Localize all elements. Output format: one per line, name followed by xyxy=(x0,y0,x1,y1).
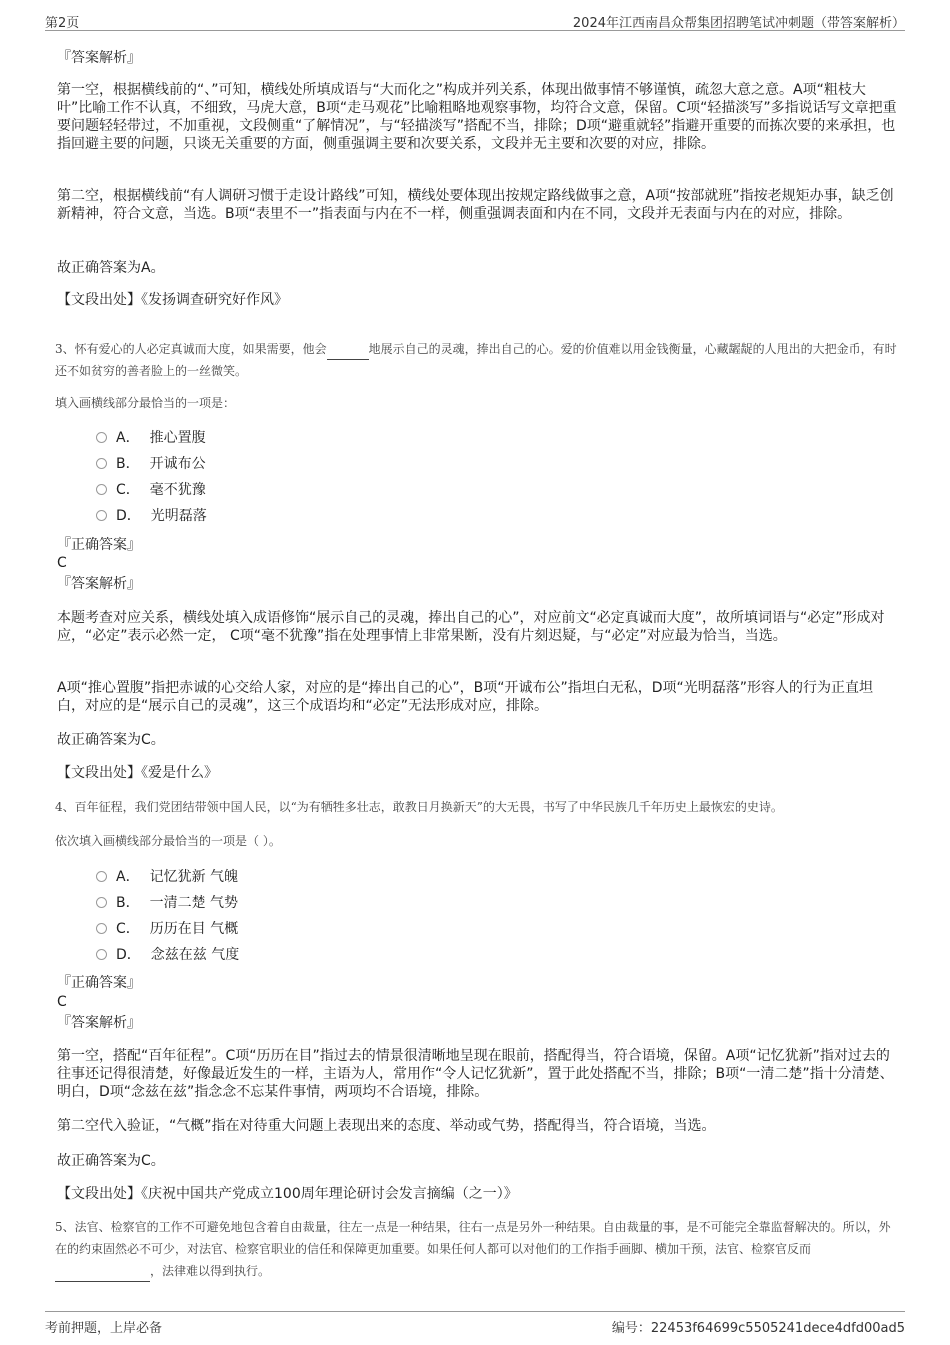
source-citation: 【文段出处】《爱是什么》 xyxy=(57,765,218,781)
question-prompt: 依次填入画横线部分最恰当的一项是（ ）。 xyxy=(55,834,281,848)
question-text: 5、法官、检察官的工作不可避免地包含着自由裁量，往左一点是一种结果，往右一点是另外一种结果。自由裁量的事，是不可能完全靠监督解决的。所以，外在的约束固然必不可少，对法官、检察官职业的信任和保障更加重要。如果任何人都可以对他们的工作指手画脚、横加干预，法官、检察官反而，法律难以得到执行。 xyxy=(55,1216,900,1282)
footer-slogan: 考前押题，上岸必备 xyxy=(45,1321,163,1336)
option-a[interactable]: A． 记忆犹新 气魄 xyxy=(96,867,238,887)
analysis-title: 『答案解析』 xyxy=(57,576,141,592)
analysis-paragraph: 第二空，根据横线前“有人调研习惯于走设计路线”可知，横线处要体现出按规定路线做事之意，A项“按部就班”指按老规矩办事，缺乏创新精神，符合文意，当选。B项“表里不一”指表面与内在不一样，侧重强调表面和内在不同，文段并无表面与内在的对应，排除。 xyxy=(57,188,894,222)
source-citation: 【文段出处】《发扬调查研究好作风》 xyxy=(57,292,288,308)
analysis-paragraph: A项“推心置腹”指把赤诚的心交给人家，对应的是“捧出自己的心”，B项“开诚布公”指坦白无私，D项“光明磊落”形容人的行为正直坦白，对应的是“展示自己的灵魂”，这三个成语均和“必定”无法形成对应，排除。 xyxy=(57,680,873,714)
analysis-title: 『答案解析』 xyxy=(57,1015,141,1031)
analysis-paragraph: 第一空，搭配“百年征程”。C项“历历在目”指过去的情景很清晰地呈现在眼前，搭配得当，符合语境，保留。A项“记忆犹新”指对过去的往事还记得很清楚，好像最近发生的一样，主语为人，常用作“令人记忆犹新”，置于此处搭配不当，排除；B项“一清二楚”指十分清楚、明白，D项“念兹在兹”指念念不忘某件事情，两项均不合语境，排除。 xyxy=(57,1048,894,1100)
answer-statement: 故正确答案为C。 xyxy=(57,732,165,748)
option-d[interactable]: D． 光明磊落 xyxy=(96,506,207,526)
analysis-paragraph: 本题考查对应关系，横线处填入成语修饰“展示自己的灵魂，捧出自己的心”，对应前文“必定真诚而大度”，故所填词语与“必定”形成对应，“必定”表示必然一定， C项“毫不犹豫”指在处理事情上非常果断，没有片刻迟疑，与“必定”对应最为恰当，当选。 xyxy=(57,610,885,644)
fill-blank xyxy=(55,1269,150,1282)
correct-answer: C xyxy=(57,994,67,1010)
analysis-paragraph: 第二空代入验证，“气概”指在对待重大问题上表现出来的态度、举动或气势，搭配得当，符合语境，当选。 xyxy=(57,1118,716,1134)
source-citation: 【文段出处】《庆祝中国共产党成立100周年理论研讨会发言摘编（之一）》 xyxy=(57,1186,518,1202)
page-number: 第2页 xyxy=(45,16,80,31)
page-footer xyxy=(45,1311,905,1338)
document-id: 编号：22453f64699c5505241dece4dfd00ad5 xyxy=(611,1321,905,1336)
question-text: 3、怀有爱心的人必定真诚而大度，如果需要，他会 地展示自己的灵魂，捧出自己的心。爱的价值难以用金钱衡量，心藏龌龊的人甩出的大把金币，有时还不如贫穷的善者脸上的一丝微笑。 xyxy=(55,342,897,378)
option-d[interactable]: D． 念兹在兹 气度 xyxy=(96,945,239,965)
radio-button[interactable] xyxy=(96,923,107,934)
fill-blank xyxy=(327,347,369,360)
radio-button[interactable] xyxy=(96,432,107,443)
correct-answer-title: 『正确答案』 xyxy=(57,537,141,553)
option-a[interactable]: A． 推心置腹 xyxy=(96,428,206,448)
analysis-paragraph: 第一空，根据横线前的“、”可知，横线处所填成语与“大而化之”构成并列关系，体现出做事情不够谨慎，疏忽大意之意。A项“粗枝大叶”比喻工作不认真，不细致，马虎大意，B项“走马观花”比喻粗略地观察事物，均符合文意，保留。C项“轻描淡写”多指说话写文章把重要问题轻轻带过，不加重视，文段侧重“了解情况”，与“轻描淡写”搭配不当，排除；D项“避重就轻”指避开重要的而拣次要的来承担，也指回避主要的问题，只谈无关重要的方面，侧重强调主要和次要关系，文段并无主要和次要的对应，排除。 xyxy=(57,82,897,152)
radio-button[interactable] xyxy=(96,949,107,960)
document-title: 2024年江西南昌众帮集团招聘笔试冲刺题（带答案解析） xyxy=(572,16,905,31)
answer-statement: 故正确答案为C。 xyxy=(57,1153,165,1169)
radio-button[interactable] xyxy=(96,484,107,495)
option-b[interactable]: B． 开诚布公 xyxy=(96,454,206,474)
answer-statement: 故正确答案为A。 xyxy=(57,260,165,276)
option-c[interactable]: C． 历历在目 气概 xyxy=(96,919,238,939)
option-b[interactable]: B． 一清二楚 气势 xyxy=(96,893,238,913)
question-prompt: 填入画横线部分最恰当的一项是： xyxy=(55,396,236,410)
option-c[interactable]: C． 毫不犹豫 xyxy=(96,480,206,500)
radio-button[interactable] xyxy=(96,871,107,882)
radio-button[interactable] xyxy=(96,897,107,908)
correct-answer-title: 『正确答案』 xyxy=(57,975,141,991)
correct-answer: C xyxy=(57,555,67,571)
analysis-title: 『答案解析』 xyxy=(57,50,141,66)
page-header xyxy=(45,10,905,31)
radio-button[interactable] xyxy=(96,458,107,469)
question-text: 4、百年征程，我们党团结带领中国人民，以“为有牺牲多壮志，敢教日月换新天”的大无畏，书写了中华民族几千年历史上最恢宏的史诗。 xyxy=(55,800,783,814)
radio-button[interactable] xyxy=(96,510,107,521)
